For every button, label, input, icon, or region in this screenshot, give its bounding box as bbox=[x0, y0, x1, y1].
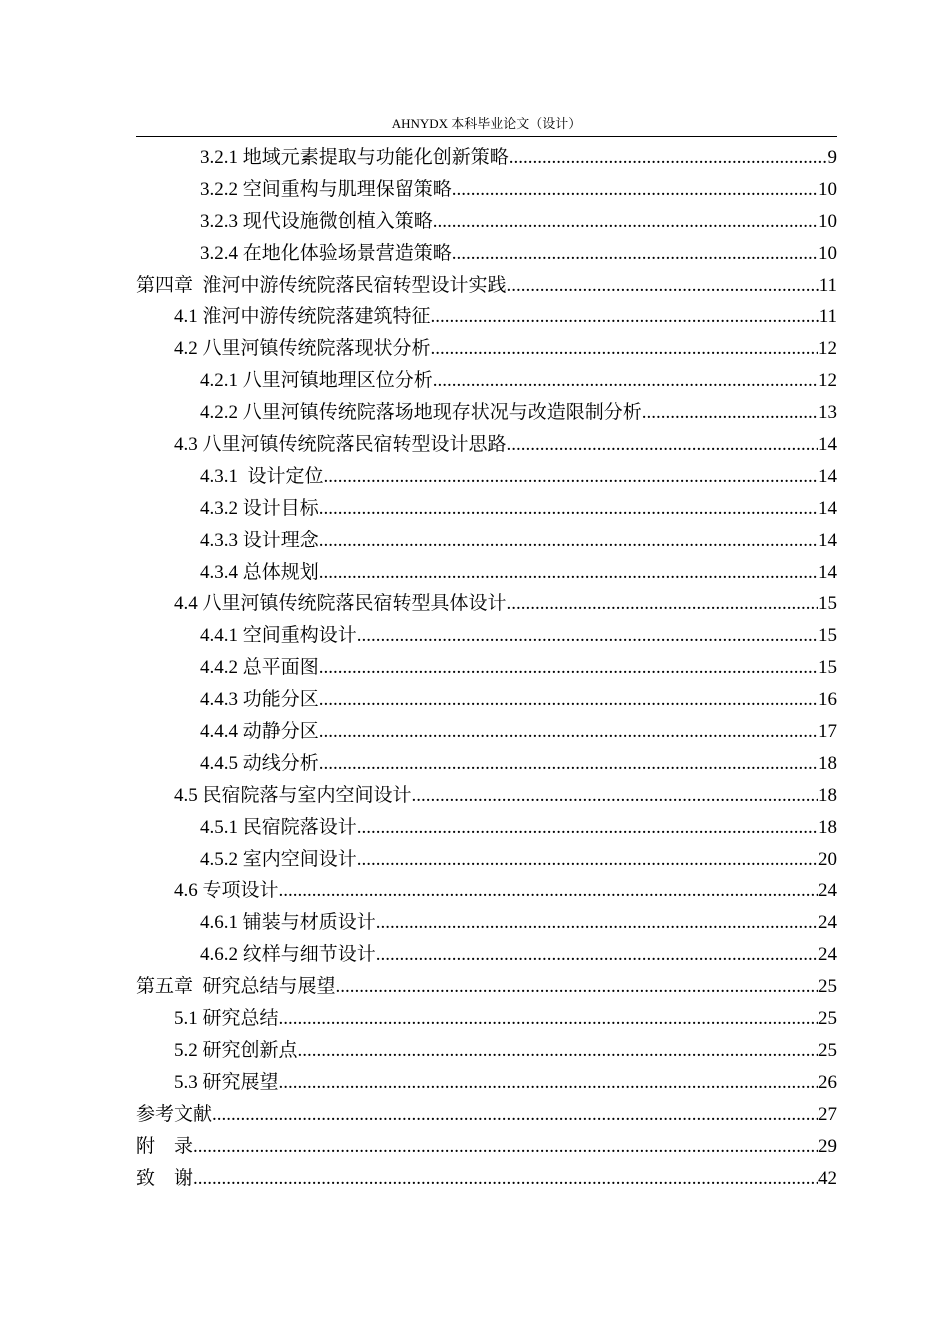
toc-entry[interactable] bbox=[136, 525, 837, 557]
page-header bbox=[136, 116, 837, 137]
toc-entry[interactable] bbox=[136, 333, 837, 365]
toc-dot-leader bbox=[376, 939, 818, 971]
toc-entry-page-number: 18 bbox=[818, 784, 837, 806]
toc-entry[interactable] bbox=[136, 620, 837, 652]
toc-entry[interactable] bbox=[136, 875, 837, 907]
toc-entry-page-number: 20 bbox=[818, 848, 837, 870]
toc-dot-leader bbox=[319, 525, 818, 557]
toc-entry[interactable] bbox=[136, 174, 837, 206]
toc-entry-page-number: 17 bbox=[818, 721, 837, 743]
toc-entry-page-number: 11 bbox=[818, 274, 837, 296]
toc-entry[interactable] bbox=[136, 397, 837, 429]
toc-entry-label: 4.4.2 总平面图 bbox=[200, 657, 319, 679]
toc-dot-leader bbox=[357, 620, 818, 652]
toc-entry[interactable] bbox=[136, 1035, 837, 1067]
table-of-contents bbox=[136, 142, 837, 1194]
toc-entry[interactable] bbox=[136, 939, 837, 971]
toc-entry[interactable] bbox=[136, 206, 837, 238]
toc-entry-page-number: 10 bbox=[818, 242, 837, 264]
toc-dot-leader bbox=[357, 844, 818, 876]
toc-dot-leader bbox=[324, 461, 818, 493]
toc-dot-leader bbox=[431, 301, 819, 333]
toc-entry-label: 4.4.5 动线分析 bbox=[200, 752, 319, 774]
toc-entry[interactable] bbox=[136, 1099, 837, 1131]
toc-entry-label: 4.2 八里河镇传统院落现状分析 bbox=[174, 338, 431, 360]
toc-dot-leader bbox=[357, 812, 818, 844]
toc-entry-label: 4.6.2 纹样与细节设计 bbox=[200, 944, 376, 966]
toc-dot-leader bbox=[642, 397, 818, 429]
toc-entry-label: 4.5 民宿院落与室内空间设计 bbox=[174, 784, 412, 806]
toc-entry-label: 3.2.2 空间重构与肌理保留策略 bbox=[200, 178, 452, 200]
toc-entry-page-number: 16 bbox=[818, 689, 837, 711]
toc-entry-page-number: 18 bbox=[818, 752, 837, 774]
toc-dot-leader bbox=[452, 238, 818, 270]
toc-dot-leader bbox=[298, 1035, 818, 1067]
toc-entry-label: 3.2.3 现代设施微创植入策略 bbox=[200, 210, 433, 232]
toc-dot-leader bbox=[319, 493, 818, 525]
toc-entry[interactable] bbox=[136, 844, 837, 876]
toc-entry[interactable] bbox=[136, 684, 837, 716]
toc-entry-page-number: 14 bbox=[818, 497, 837, 519]
toc-entry[interactable] bbox=[136, 270, 837, 302]
toc-entry-label: 5.1 研究总结 bbox=[174, 1008, 279, 1030]
toc-entry-label: 4.3.3 设计理念 bbox=[200, 529, 319, 551]
toc-dot-leader bbox=[431, 333, 818, 365]
toc-dot-leader bbox=[193, 1131, 818, 1163]
toc-entry[interactable] bbox=[136, 429, 837, 461]
toc-entry[interactable] bbox=[136, 557, 837, 589]
toc-dot-leader bbox=[336, 971, 818, 1003]
toc-entry-label: 4.4.1 空间重构设计 bbox=[200, 625, 357, 647]
toc-entry-page-number: 25 bbox=[818, 976, 837, 998]
toc-entry-page-number: 10 bbox=[818, 178, 837, 200]
toc-entry-page-number: 26 bbox=[818, 1071, 837, 1093]
toc-entry-page-number: 10 bbox=[818, 210, 837, 232]
toc-entry-label: 4.1 淮河中游传统院落建筑特征 bbox=[174, 306, 431, 328]
toc-entry-label: 附 录 bbox=[136, 1135, 194, 1157]
toc-dot-leader bbox=[433, 365, 818, 397]
toc-entry[interactable] bbox=[136, 812, 837, 844]
toc-entry-label: 5.2 研究创新点 bbox=[174, 1039, 298, 1061]
toc-entry-page-number: 15 bbox=[818, 593, 837, 615]
header-title: AHNYDX 本科毕业论文（设计） bbox=[391, 116, 582, 131]
toc-entry-label: 5.3 研究展望 bbox=[174, 1071, 279, 1093]
toc-entry-label: 4.3.1 设计定位 bbox=[200, 465, 324, 487]
toc-entry[interactable] bbox=[136, 971, 837, 1003]
toc-entry-page-number: 14 bbox=[818, 434, 837, 456]
toc-entry-page-number: 24 bbox=[818, 944, 837, 966]
toc-dot-leader bbox=[319, 652, 818, 684]
toc-entry-page-number: 15 bbox=[818, 657, 837, 679]
toc-entry[interactable] bbox=[136, 301, 837, 333]
toc-entry[interactable] bbox=[136, 716, 837, 748]
toc-entry-label: 第四章 淮河中游传统院落民宿转型设计实践 bbox=[136, 274, 507, 296]
toc-entry[interactable] bbox=[136, 493, 837, 525]
toc-entry[interactable] bbox=[136, 1067, 837, 1099]
toc-entry-label: 4.3.4 总体规划 bbox=[200, 561, 319, 583]
toc-entry[interactable] bbox=[136, 461, 837, 493]
toc-dot-leader bbox=[507, 429, 818, 461]
toc-entry-label: 4.5.2 室内空间设计 bbox=[200, 848, 357, 870]
toc-entry-page-number: 18 bbox=[818, 816, 837, 838]
toc-entry-page-number: 14 bbox=[818, 529, 837, 551]
toc-dot-leader bbox=[509, 142, 828, 174]
toc-entry-page-number: 9 bbox=[827, 147, 837, 168]
toc-entry-label: 3.2.4 在地化体验场景营造策略 bbox=[200, 242, 452, 264]
toc-entry-label: 4.4.3 功能分区 bbox=[200, 689, 319, 711]
toc-entry-page-number: 27 bbox=[818, 1103, 837, 1125]
toc-entry[interactable] bbox=[136, 238, 837, 270]
toc-dot-leader bbox=[279, 1067, 818, 1099]
toc-dot-leader bbox=[279, 875, 818, 907]
toc-entry-page-number: 14 bbox=[818, 561, 837, 583]
toc-entry[interactable] bbox=[136, 652, 837, 684]
toc-entry-label: 4.6 专项设计 bbox=[174, 880, 279, 902]
toc-entry-label: 3.2.1 地域元素提取与功能化创新策略 bbox=[200, 147, 509, 168]
toc-entry-label: 4.4 八里河镇传统院落民宿转型具体设计 bbox=[174, 593, 507, 615]
toc-dot-leader bbox=[193, 1163, 818, 1195]
toc-dot-leader bbox=[507, 588, 818, 620]
toc-dot-leader bbox=[507, 270, 819, 302]
toc-entry-label: 4.5.1 民宿院落设计 bbox=[200, 816, 357, 838]
toc-dot-leader bbox=[279, 1003, 818, 1035]
toc-entry[interactable] bbox=[136, 748, 837, 780]
toc-entry-label: 4.3.2 设计目标 bbox=[200, 497, 319, 519]
toc-entry[interactable] bbox=[136, 1003, 837, 1035]
toc-dot-leader bbox=[319, 748, 818, 780]
toc-entry-page-number: 11 bbox=[818, 306, 837, 328]
toc-entry-page-number: 25 bbox=[818, 1039, 837, 1061]
toc-dot-leader bbox=[452, 174, 818, 206]
toc-entry[interactable] bbox=[136, 142, 837, 174]
toc-entry-page-number: 24 bbox=[818, 912, 837, 934]
toc-dot-leader bbox=[433, 206, 818, 238]
toc-entry-page-number: 15 bbox=[818, 625, 837, 647]
toc-entry-page-number: 42 bbox=[818, 1167, 837, 1189]
toc-entry[interactable] bbox=[136, 365, 837, 397]
toc-entry-label: 4.4.4 动静分区 bbox=[200, 721, 319, 743]
toc-entry[interactable] bbox=[136, 907, 837, 939]
toc-entry[interactable] bbox=[136, 588, 837, 620]
toc-dot-leader bbox=[412, 780, 818, 812]
toc-entry-page-number: 29 bbox=[818, 1135, 837, 1157]
toc-entry[interactable] bbox=[136, 780, 837, 812]
toc-entry-label: 4.3 八里河镇传统院落民宿转型设计思路 bbox=[174, 434, 507, 456]
toc-entry-label: 第五章 研究总结与展望 bbox=[136, 976, 336, 998]
toc-entry-page-number: 25 bbox=[818, 1008, 837, 1030]
toc-entry[interactable] bbox=[136, 1163, 837, 1195]
toc-dot-leader bbox=[319, 684, 818, 716]
toc-dot-leader bbox=[319, 557, 818, 589]
toc-entry-label: 4.6.1 铺装与材质设计 bbox=[200, 912, 376, 934]
toc-dot-leader bbox=[212, 1099, 818, 1131]
toc-entry-page-number: 13 bbox=[818, 402, 837, 424]
toc-dot-leader bbox=[376, 907, 818, 939]
toc-entry-label: 致 谢 bbox=[136, 1167, 194, 1189]
toc-entry[interactable] bbox=[136, 1131, 837, 1163]
toc-dot-leader bbox=[319, 716, 818, 748]
toc-entry-page-number: 12 bbox=[818, 338, 837, 360]
toc-entry-page-number: 14 bbox=[818, 465, 837, 487]
toc-entry-label: 4.2.2 八里河镇传统院落场地现存状况与改造限制分析 bbox=[200, 402, 642, 424]
toc-entry-label: 参考文献 bbox=[136, 1103, 213, 1125]
toc-entry-label: 4.2.1 八里河镇地理区位分析 bbox=[200, 370, 433, 392]
toc-entry-page-number: 24 bbox=[818, 880, 837, 902]
toc-entry-page-number: 12 bbox=[818, 370, 837, 392]
